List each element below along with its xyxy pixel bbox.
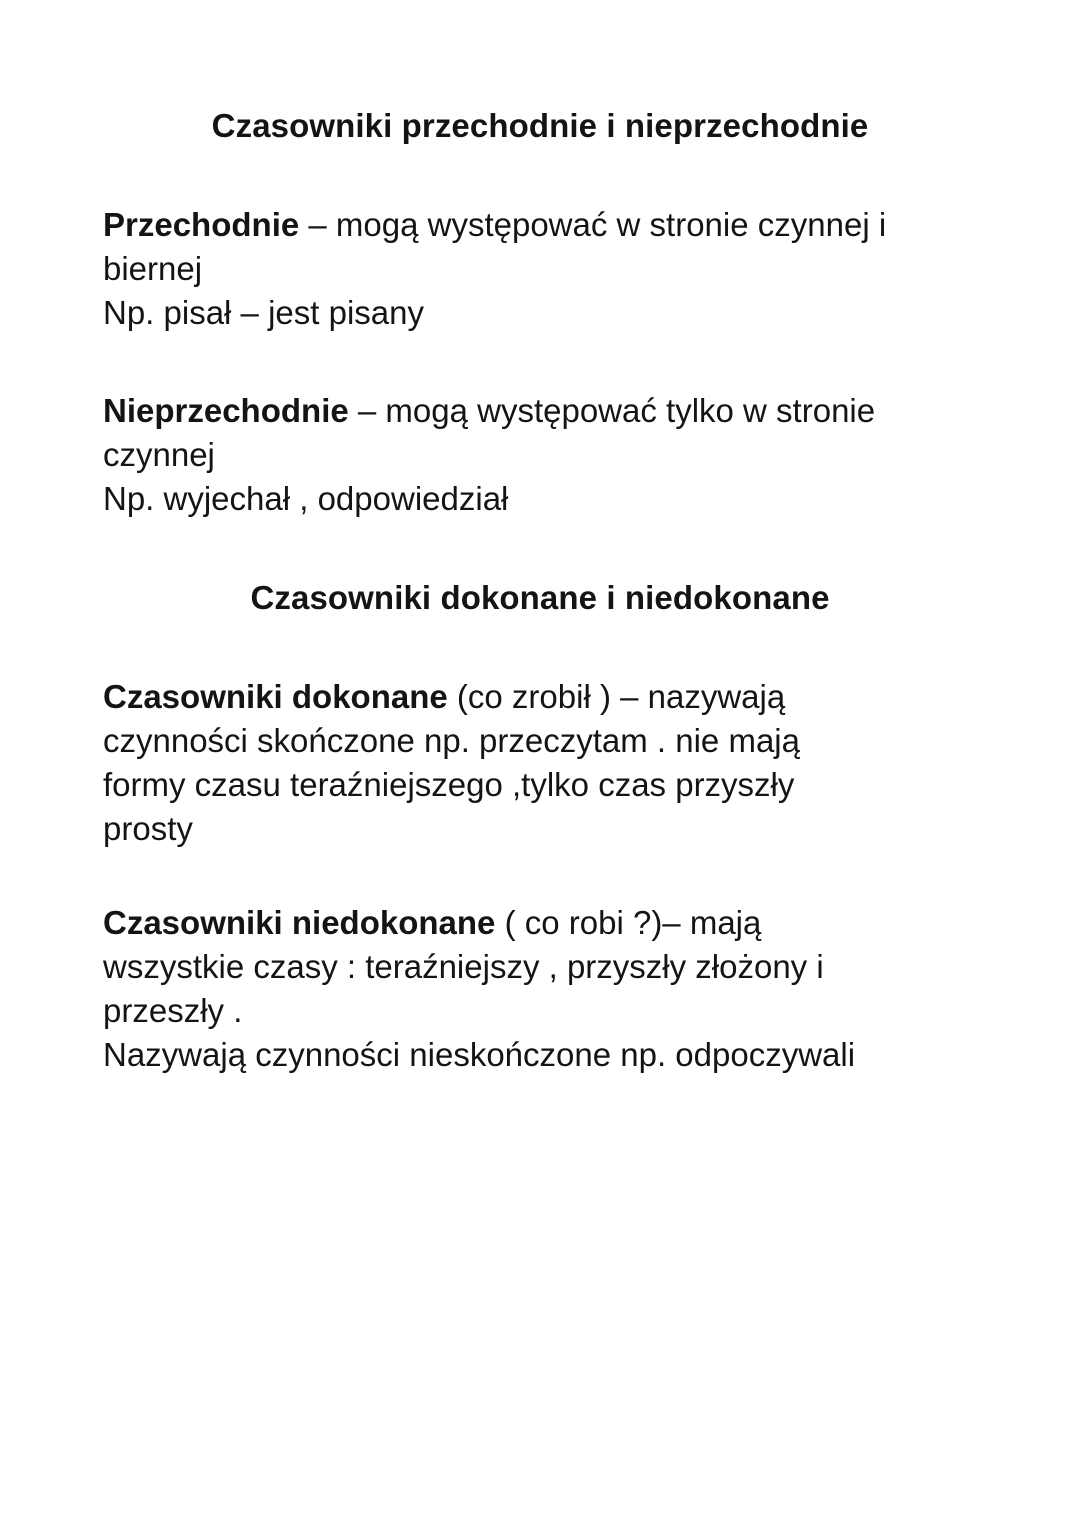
term-perfective: Czasowniki dokonane <box>103 678 448 715</box>
example-text: Np. wyjechał , odpowiedział <box>103 480 509 517</box>
definition-line: biernej <box>103 250 203 287</box>
definition-line: prosty <box>103 810 193 847</box>
definition-line: czynności skończone np. przeczytam . nie mają <box>103 722 800 759</box>
definition-line <box>103 203 993 247</box>
definition-intransitive <box>103 389 993 521</box>
definition-line: czynnej <box>103 436 215 473</box>
definition-line <box>103 901 993 945</box>
term-intransitive: Nieprzechodnie <box>103 392 349 429</box>
definition-perfective <box>103 675 993 851</box>
definition-transitive <box>103 203 993 335</box>
definition-imperfective <box>103 901 993 1077</box>
section-title-transitivity: Czasowniki przechodnie i nieprzechodnie <box>211 107 869 144</box>
example-text: Np. pisał – jest pisany <box>103 294 424 331</box>
definition-text: – mogą występować tylko w stronie <box>348 392 876 429</box>
definition-line <box>103 675 993 719</box>
term-transitive: Przechodnie <box>103 206 300 243</box>
definition-line <box>103 389 993 433</box>
definition-text: ( co robi ?)– mają <box>495 904 762 941</box>
definition-text: (co zrobił ) – nazywają <box>447 678 786 715</box>
term-imperfective: Czasowniki niedokonane <box>103 904 496 941</box>
definition-line: formy czasu teraźniejszego ,tylko czas przyszły <box>103 766 795 803</box>
definition-line: wszystkie czasy : teraźniejszy , przyszły złożony i <box>103 948 824 985</box>
definition-line: Nazywają czynności nieskończone np. odpoczywali <box>103 1036 856 1073</box>
definition-line: przeszły . <box>103 992 243 1029</box>
definition-text: – mogą występować w stronie czynnej i <box>299 206 887 243</box>
section-title-aspect: Czasowniki dokonane i niedokonane <box>250 579 830 616</box>
